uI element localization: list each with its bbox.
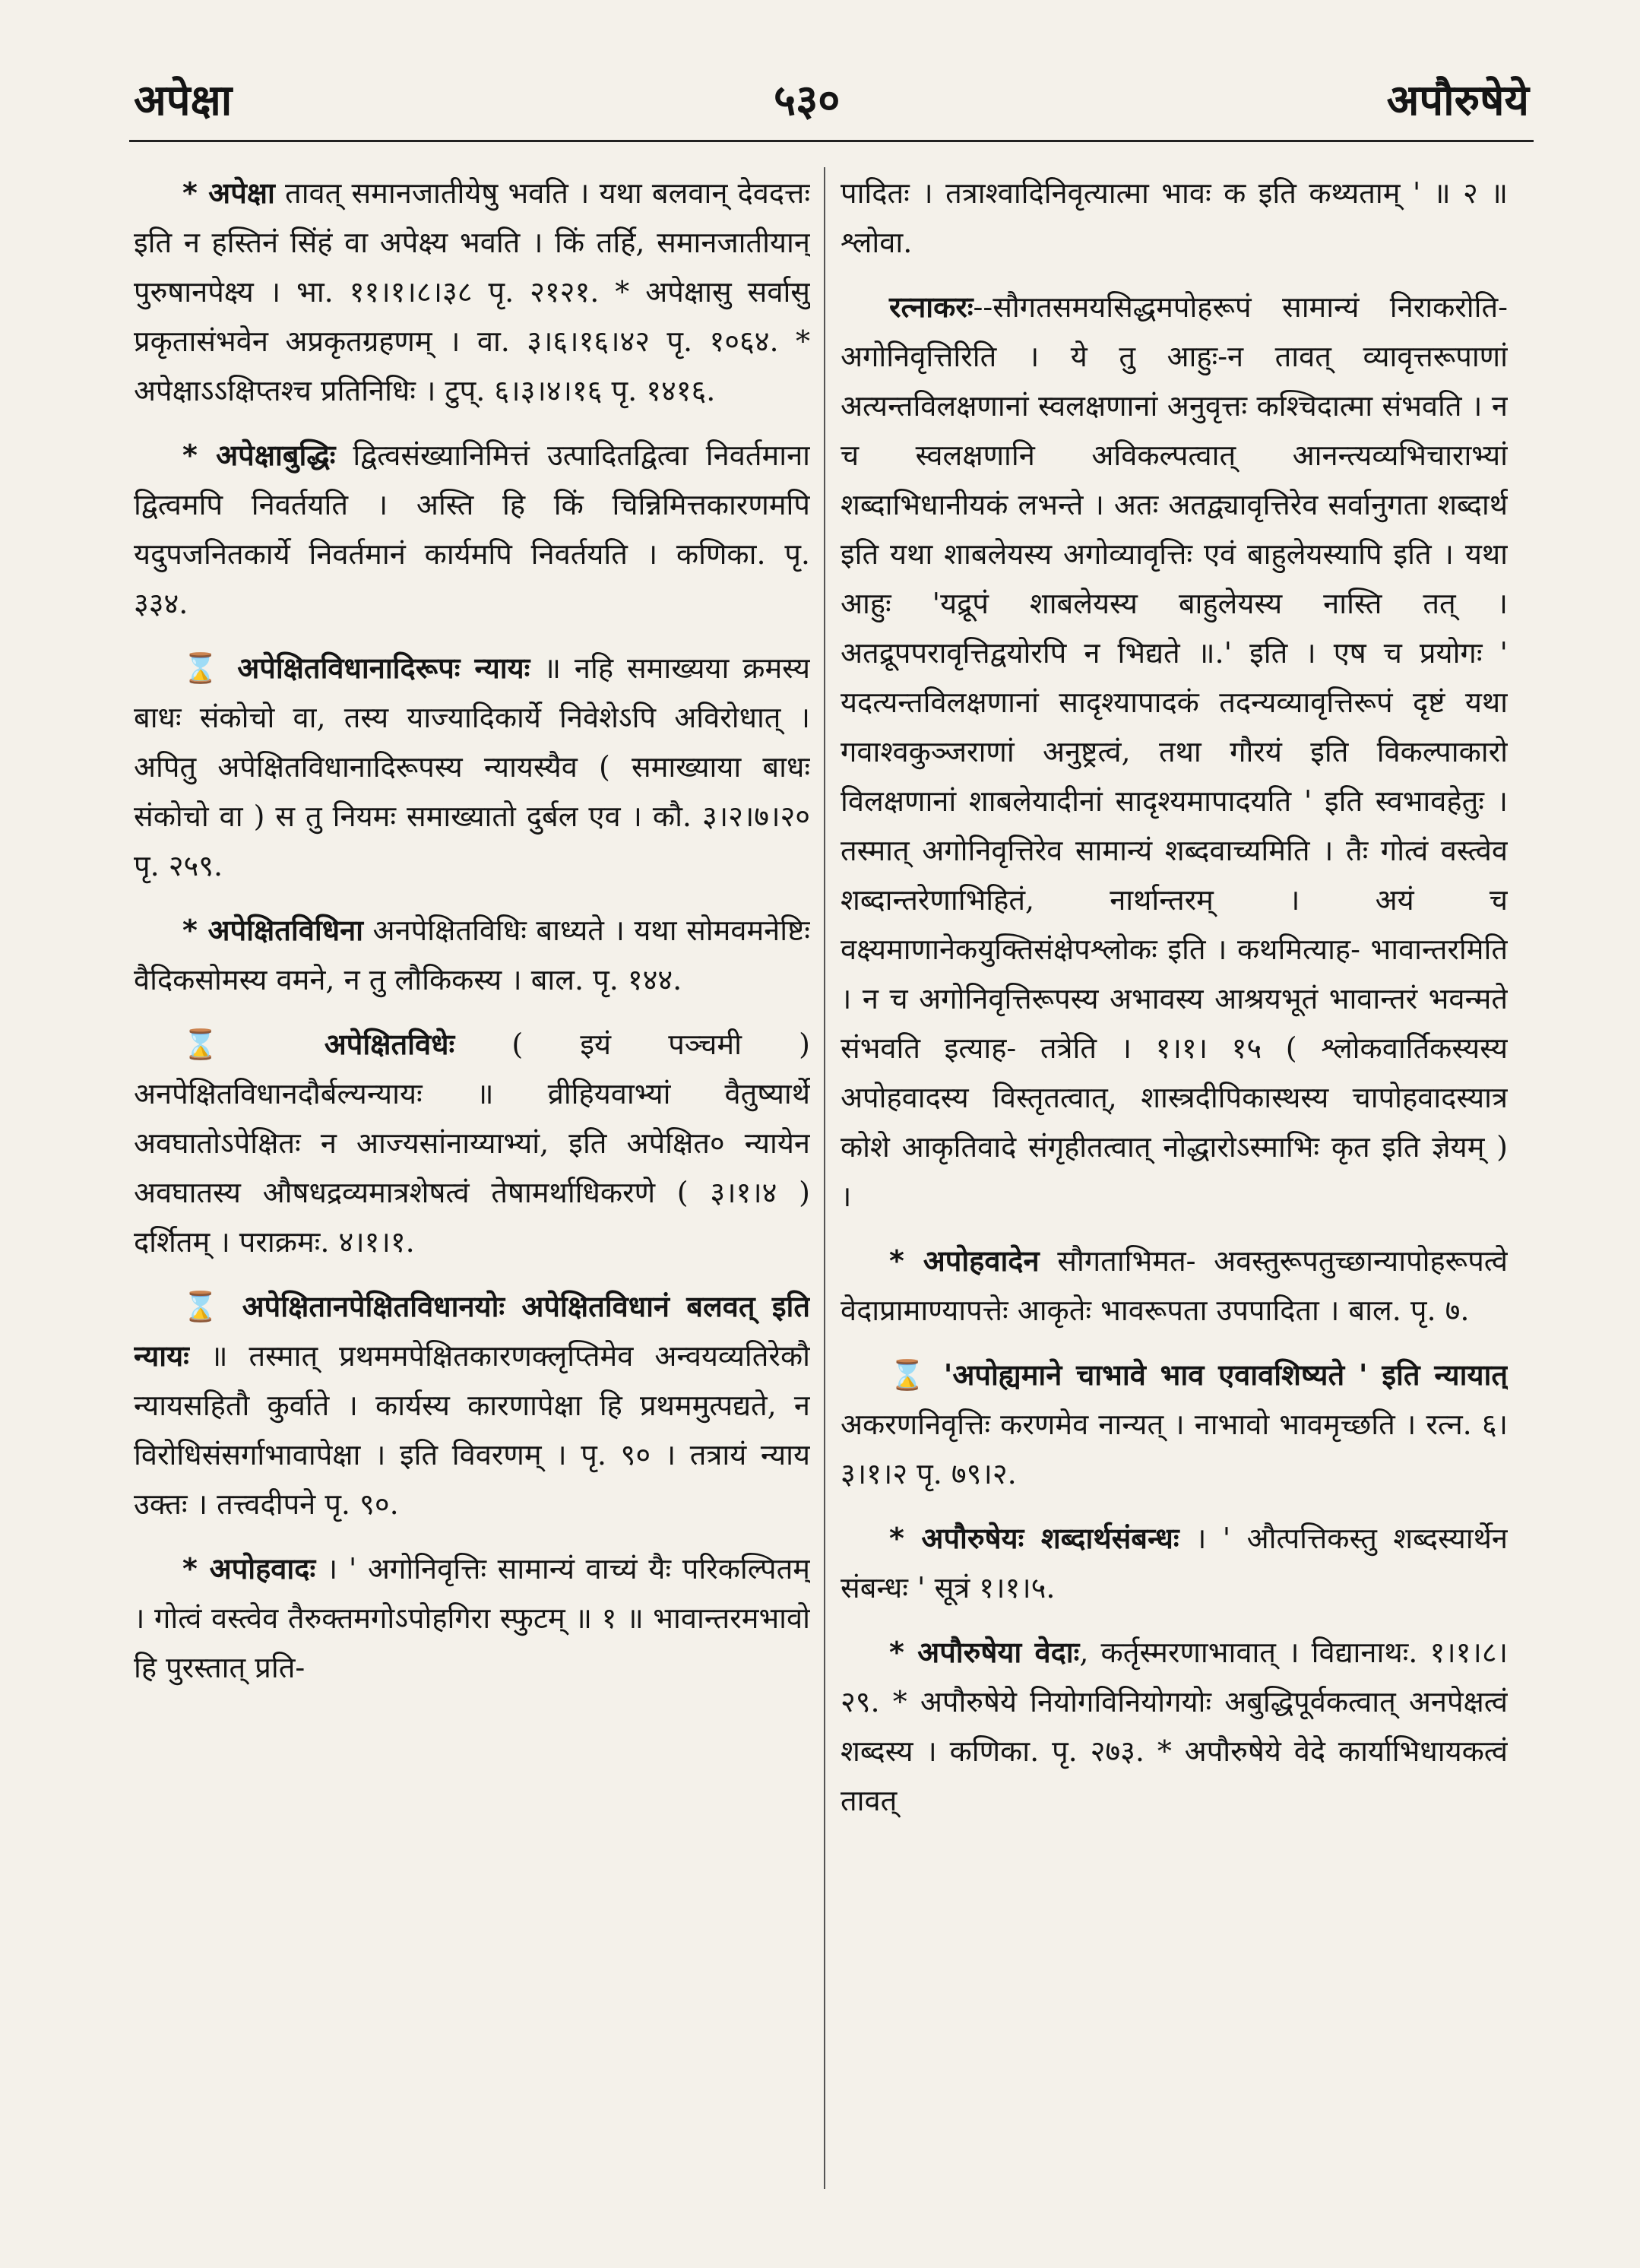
entry-text: । ' अगोनिवृत्तिः सामान्यं वाच्यं यैः परिकल्पितम् । गोत्वं वस्त्वेव तैरुक्तमगोऽपोहगिरा स्फुटम् ॥ १ ॥ भावान्तरमभावो हि पुरस्तात् प्रति- [134, 1552, 810, 1684]
entry-headword: * अपौरुषेया वेदाः [889, 1636, 1080, 1669]
entry-headword: ⌛ अपेक्षितविधेः [182, 1028, 455, 1061]
entry-text: ( इयं पञ्चमी ) अनपेक्षितविधानदौर्बल्यन्यायः ॥ व्रीहियवाभ्यां वैतुष्यार्थे अवघातोऽपेक्षितः न आज्यसांनाय्याभ्यां, इति अपेक्षित० न्यायेन अवघातस्य औषधद्रव्यमात्रशेषत्वं तेषामर्थाधिकरणे ( ३।१।४ ) दर्शितम् । पराक्रमः. ४।१।१. [134, 1028, 810, 1259]
entry-text: द्वित्वसंख्यानिमित्तं उत्पादितद्वित्वा निवर्तमाना द्वित्वमपि निवर्तयति । अस्ति हि किं चिन्निमित्तकारणमपि यदुपजनितकार्ये निवर्तमानं कार्यमपि निवर्तयति । कणिका. पृ. ३३४. [134, 439, 810, 620]
entry-text: तावत् समानजातीयेषु भवति । यथा बलवान् देवदत्तः इति न हस्तिनं सिंहं वा अपेक्ष्य भवति । किं तर्हि, समानजातीयान् पुरुषानपेक्ष्य । भा. ११।१।८।३८ पृ. २१२१. * अपेक्षासु सर्वासु प्रकृतासंभवेन अप्रकृतग्रहणम् । वा. ३।६।१६।४२ पृ. १०६४. * अपेक्षाऽऽक्षिप्तश्च प्रतिनिधिः । टुप्. ६।३।४।१६ पृ. १४१६. [134, 176, 810, 407]
header-rule [129, 140, 1534, 142]
entry [134, 644, 810, 891]
entry-headword: * अपेक्षा [182, 176, 275, 210]
entry-text: । ' औत्पत्तिकस्तु शब्दस्यार्थेन संबन्धः ' सूत्रं १।१।५. [841, 1522, 1508, 1604]
entry-text: ॥ नहि समाख्यया क्रमस्य बाधः संकोचो वा, तस्य याज्यादिकार्ये निवेशेऽपि अविरोधात् । अपितु अपेक्षितविधानादिरूपस्य न्यायस्यैव ( समाख्याया बाधः संकोचो वा ) स तु नियमः समाख्यातो दुर्बल एव । कौ. ३।२।७।२० पृ. २५९. [134, 651, 810, 882]
entry-headword: * अपौरुषेयः शब्दार्थसंबन्धः [889, 1522, 1179, 1555]
entry-text: सौगताभिमत- अवस्तुरूपतुच्छान्यापोहरूपत्वे वेदाप्रामाण्यापत्तेः आकृतेः भावरूपता उपपादिता । बाल. पृ. ७. [841, 1244, 1508, 1327]
entry-headword: ⌛ अपेक्षितानपेक्षितविधानयोः अपेक्षितविधानं बलवत् इति न्यायः [134, 1290, 810, 1373]
entry [841, 1628, 1508, 1826]
entry-headword: ⌛ 'अपोह्यमाने चाभावे भाव एवावशिष्यते ' इति न्यायात् [889, 1358, 1508, 1392]
header-right-catchword: अपौरुषेये [1386, 76, 1529, 125]
entry [134, 906, 810, 1005]
entry-text: , कर्तृस्मरणाभावात् । विद्यानाथः. १।१।८।२९. * अपौरुषेये नियोगविनियोगयोः अबुद्धिपूर्वकत्वात् अनपेक्षत्वं शब्दस्य । कणिका. पृ. २७३. * अपौरुषेये वेदे कार्याभिधायकत्वं तावत् [841, 1636, 1508, 1817]
column-divider [824, 167, 825, 2189]
entry-headword: * अपेक्षितविधिना [182, 914, 364, 947]
entry [134, 169, 810, 416]
entry-text: ॥ तस्मात् प्रथममपेक्षितकारणक्लृप्तिमेव अन्वयव्यतिरेकौ न्यायसहितौ कुर्वाते । कार्यस्य कारणापेक्षा हि प्रथममुत्पद्यते, न विरोधिसंसर्गाभावापेक्षा । इति विवरणम् । पृ. ९० । तत्रायं न्याय उक्तः । तत्त्वदीपने पृ. ९०. [134, 1339, 810, 1521]
entry [841, 283, 1508, 1221]
entry-text: अकरणनिवृत्तिः करणमेव नान्यत् । नाभावो भावमृच्छति । रत्न. ६।३।१।२ पृ. ७९।२. [841, 1408, 1508, 1490]
entry-continuation [841, 169, 1508, 268]
entry [134, 1544, 810, 1693]
left-column [134, 169, 810, 2221]
entry [134, 1020, 810, 1267]
entry [134, 431, 810, 629]
entry-headword: ⌛ अपेक्षितविधानादिरूपः न्यायः [182, 651, 530, 685]
entry-headword: * अपोहवादः [182, 1552, 316, 1585]
entry [841, 1514, 1508, 1613]
entry [134, 1282, 810, 1529]
entry-text: --सौगतसमयसिद्धमपोहरूपं सामान्यं निराकरोति- अगोनिवृत्तिरिति । ये तु आहुः-न तावत् व्यावृत्तरूपाणां अत्यन्तविलक्षणानां स्वलक्षणानां अनुवृत्तः कश्चिदात्मा संभवति । न च स्वलक्षणानि अविकल्पत्वात् आनन्त्यव्यभिचाराभ्यां शब्दाभिधानीयकं लभन्ते । अतः अतद्व्यावृत्तिरेव सर्वानुगता शब्दार्थ इति यथा शाबलेयस्य अगोव्यावृत्तिः एवं बाहुलेयस्यापि इति । यथा आहुः 'यद्रूपं शाबलेयस्य बाहुलेयस्य नास्ति तत् । अतद्रूपपरावृत्तिद्वयोरपि न भिद्यते ॥.' इति । एष च प्रयोगः ' यदत्यन्तविलक्षणानां सादृश्यापादकं तदन्यव्यावृत्तिरूपं दृष्टं यथा गवाश्वकुञ्जराणां अनुष्ट्रत्वं, तथा गौरयं इति विकल्पाकारो विलक्षणानां शाबलेयादीनां सादृश्यमापादयति ' इति स्वभावहेतुः । तस्मात् अगोनिवृत्तिरेव सामान्यं शब्दवाच्यमिति । तैः गोत्वं वस्त्वेव शब्दान्तरेणाभिहितं, नार्थान्तरम् । अयं च वक्ष्यमाणानेकयुक्तिसंक्षेपश्लोकः इति । कथमित्याह- भावान्तरमिति । न च अगोनिवृत्तिरूपस्य अभावस्य आश्रयभूतं भावान्तरं भवन्मते संभवति इत्याह- तत्रेति । १।१। १५ ( श्लोकवार्तिकस्यस्य अपोहवादस्य विस्तृतत्वात्, शास्त्रदीपिकास्थस्य चापोहवादस्यात्र कोशे आकृतिवादे संगृहीतत्वात् नोद्धारोऽस्माभिः कृत इति ज्ञेयम् ) । [841, 290, 1508, 1213]
entry-text: पादितः । तत्राश्वादिनिवृत्यात्मा भावः क इति कथ्यताम् ' ॥ २ ॥ श्लोवा. [841, 176, 1508, 259]
page-number: ५३० [774, 76, 841, 125]
entry-text: अनपेक्षितविधिः बाध्यते । यथा सोमवमनेष्टिः वैदिकसोमस्य वमने, न तु लौकिकस्य । बाल. पृ. १४४. [134, 914, 810, 996]
entry [841, 1237, 1508, 1335]
right-column [841, 169, 1508, 2221]
entry [841, 1351, 1508, 1499]
header-left-catchword: अपेक्षा [134, 76, 233, 125]
entry-headword: रत्नाकरः [889, 290, 974, 324]
entry-headword: * अपोहवादेन [889, 1244, 1040, 1278]
entry-headword: * अपेक्षाबुद्धिः [182, 439, 336, 472]
